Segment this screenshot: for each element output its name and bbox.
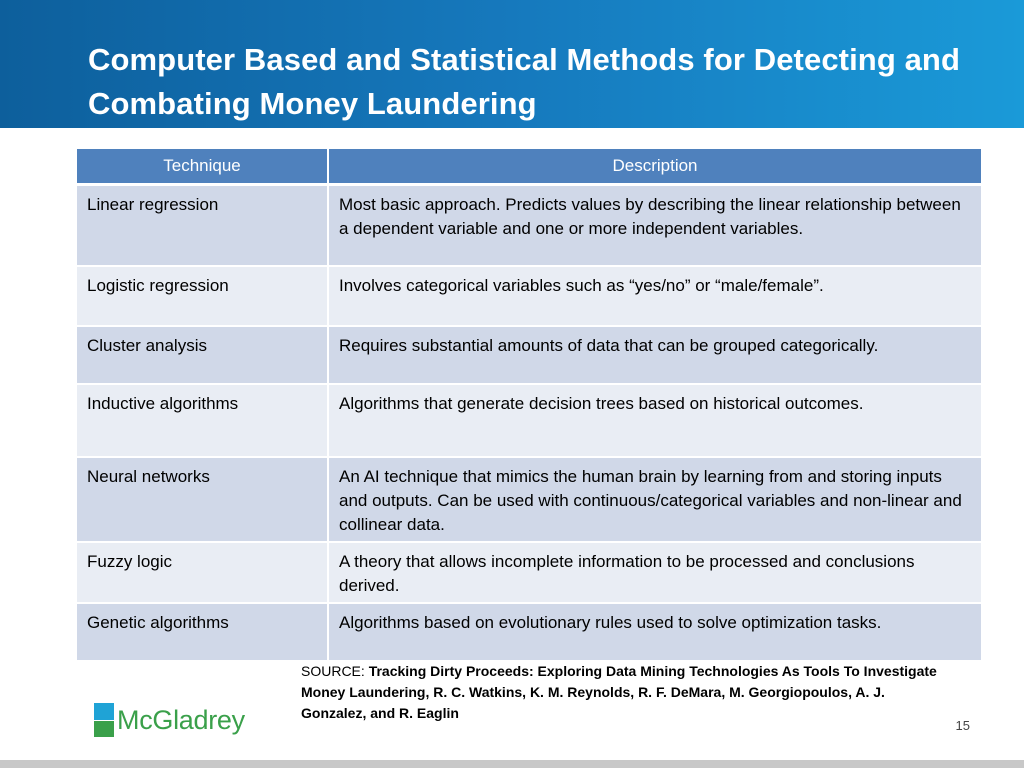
table-header-row	[77, 149, 981, 185]
table-row	[77, 542, 981, 603]
technique-cell: Cluster analysis	[77, 326, 328, 384]
technique-cell: Neural networks	[77, 457, 328, 542]
table-row	[77, 603, 981, 661]
description-cell: A theory that allows incomplete information to be processed and conclusions derived.	[328, 542, 981, 603]
column-header-technique: Technique	[77, 149, 328, 185]
description-cell: Algorithms that generate decision trees based on historical outcomes.	[328, 384, 981, 457]
description-cell: Requires substantial amounts of data that can be grouped categorically.	[328, 326, 981, 384]
table-row	[77, 266, 981, 326]
technique-cell: Fuzzy logic	[77, 542, 328, 603]
mcgladrey-logo-icon	[94, 703, 114, 737]
description-cell: An AI technique that mimics the human brain by learning from and storing inputs and outputs. Can be used with continuous/categorical variables and non-linear and collinear data.	[328, 457, 981, 542]
technique-cell: Linear regression	[77, 185, 328, 266]
source-reference: Tracking Dirty Proceeds: Exploring Data Mining Technologies As Tools To Investigate Money Laundering, R. C. Watkins, K. M. Reynolds, R. F. DeMara, M. Georgiopoulos, A. J. Gonzalez, and R. Eaglin	[301, 663, 937, 721]
footer-bar	[0, 760, 1024, 768]
table-row	[77, 185, 981, 266]
slide-title: Computer Based and Statistical Methods for Detecting and Combating Money Laundering	[88, 42, 960, 121]
description-cell: Involves categorical variables such as “yes/no” or “male/female”.	[328, 266, 981, 326]
description-cell: Algorithms based on evolutionary rules used to solve optimization tasks.	[328, 603, 981, 661]
title-banner	[0, 0, 1024, 128]
page-number: 15	[955, 718, 970, 733]
methods-table	[77, 149, 981, 662]
source-citation	[301, 661, 941, 724]
technique-cell: Inductive algorithms	[77, 384, 328, 457]
technique-cell: Logistic regression	[77, 266, 328, 326]
table-row	[77, 326, 981, 384]
logo-text: McGladrey	[117, 704, 245, 735]
description-cell: Most basic approach. Predicts values by describing the linear relationship between a dependent variable and one or more independent variables.	[328, 185, 981, 266]
column-header-description: Description	[328, 149, 981, 185]
technique-cell: Genetic algorithms	[77, 603, 328, 661]
table-row	[77, 457, 981, 542]
company-logo	[94, 702, 245, 738]
source-label: SOURCE:	[301, 663, 369, 679]
table-row	[77, 384, 981, 457]
